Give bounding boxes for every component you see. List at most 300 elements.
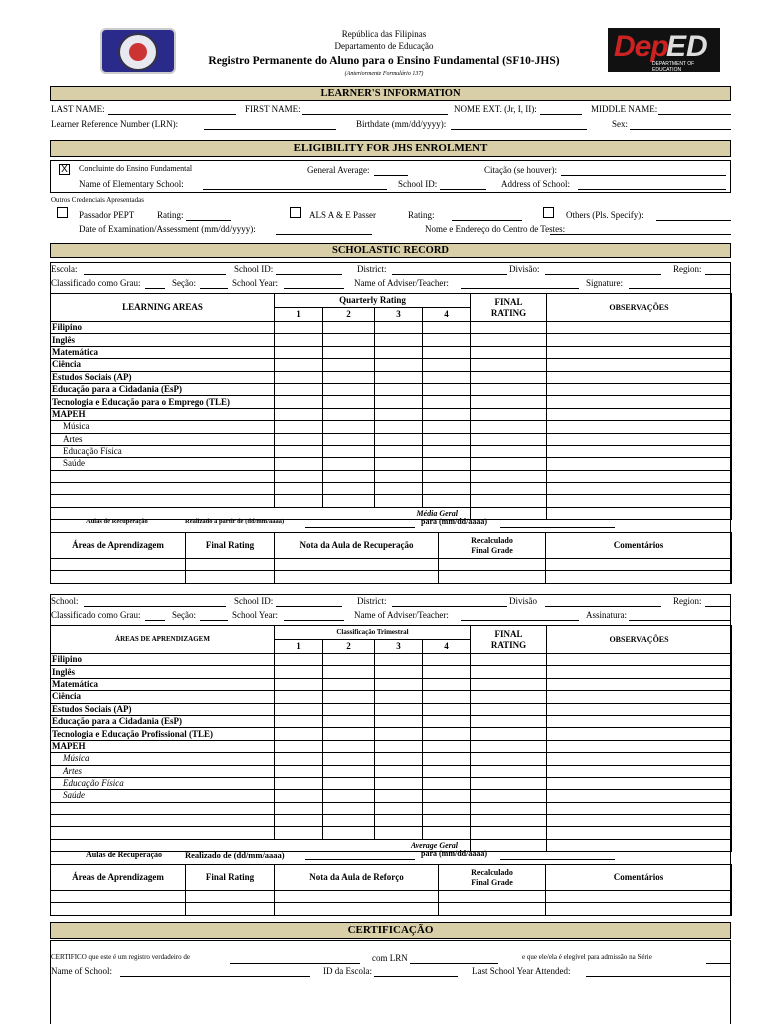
als-checkbox[interactable] [290, 207, 301, 218]
grade-cell[interactable] [471, 666, 547, 678]
grade-cell[interactable] [275, 470, 323, 482]
grade-cell[interactable] [547, 691, 732, 703]
grade-cell[interactable] [471, 678, 547, 690]
pept-rating-field[interactable] [186, 220, 231, 221]
last-name-field[interactable] [108, 114, 236, 115]
subject-name: Tecnologia e Educação para o Emprego (TLE) [51, 396, 275, 408]
grade-cell[interactable] [375, 715, 423, 727]
grade-cell[interactable] [423, 703, 471, 715]
grade-cell[interactable] [275, 715, 323, 727]
grade-cell[interactable] [275, 421, 323, 433]
grade-cell[interactable] [471, 703, 547, 715]
remedial-cell[interactable] [186, 571, 275, 583]
elem-school-id-field[interactable] [440, 189, 486, 190]
grade-cell[interactable] [547, 346, 732, 358]
cert-school-id-field[interactable] [374, 976, 458, 977]
grade-field[interactable] [145, 288, 165, 289]
adviser-field[interactable] [461, 288, 579, 289]
birthdate-field[interactable] [451, 129, 587, 130]
conducted-to-field[interactable] [500, 527, 615, 528]
remedial-cell[interactable] [186, 891, 275, 903]
grade-cell[interactable] [423, 654, 471, 666]
school-field[interactable] [84, 606, 226, 607]
grade-cell[interactable] [375, 445, 423, 457]
grade-cell[interactable] [375, 827, 423, 839]
grade-cell[interactable] [323, 371, 375, 383]
learning-areas-header: LEARNING AREAS [51, 294, 275, 322]
grade-cell[interactable] [375, 383, 423, 395]
adviser-field[interactable] [461, 620, 579, 621]
grade-cell[interactable] [547, 458, 732, 470]
grade-cell[interactable] [275, 483, 323, 495]
citation-label: Citação (se houver): [484, 165, 557, 175]
subject-name: Ciência [51, 359, 275, 371]
rem-remarks-header: Comentários [546, 533, 732, 559]
grade-cell[interactable] [323, 322, 375, 334]
signature-field[interactable] [629, 620, 731, 621]
table-row [51, 740, 732, 752]
section-field[interactable] [200, 288, 228, 289]
grade-cell[interactable] [471, 334, 547, 346]
remedial-cell[interactable] [439, 891, 546, 903]
section-field[interactable] [200, 620, 228, 621]
lrn-field[interactable] [204, 129, 336, 130]
grade-cell[interactable] [471, 495, 547, 507]
grade-cell[interactable] [423, 334, 471, 346]
grade-cell[interactable] [423, 359, 471, 371]
grade-cell[interactable] [423, 445, 471, 457]
grade-cell[interactable] [323, 445, 375, 457]
grade-cell[interactable] [375, 470, 423, 482]
remedial-cell[interactable] [275, 903, 439, 915]
grade-cell[interactable] [375, 790, 423, 802]
grade-cell[interactable] [547, 322, 732, 334]
grade-field[interactable] [145, 620, 165, 621]
region-field[interactable] [705, 274, 731, 275]
grade-cell[interactable] [547, 753, 732, 765]
quarter-3-header: 3 [375, 308, 423, 322]
conducted-from-field[interactable] [305, 527, 415, 528]
grade-cell[interactable] [547, 802, 732, 814]
grade-cell[interactable] [375, 334, 423, 346]
grade-cell[interactable] [323, 815, 375, 827]
grade-cell[interactable] [471, 359, 547, 371]
grade-cell[interactable] [275, 458, 323, 470]
grade-cell[interactable] [375, 815, 423, 827]
name-ext-field[interactable] [540, 114, 582, 115]
remedial-cell[interactable] [546, 891, 732, 903]
general-average-remarks[interactable] [547, 839, 732, 851]
rem-recomp-header [439, 533, 546, 559]
table-row [51, 445, 732, 457]
table-row [51, 396, 732, 408]
grade-cell[interactable] [323, 359, 375, 371]
grade-cell[interactable] [471, 790, 547, 802]
grade-cell[interactable] [471, 396, 547, 408]
grade-cell[interactable] [323, 802, 375, 814]
grade-cell[interactable] [323, 827, 375, 839]
grade-cell[interactable] [423, 383, 471, 395]
grade-cell[interactable] [275, 728, 323, 740]
grade-cell[interactable] [423, 371, 471, 383]
grade-cell[interactable] [471, 802, 547, 814]
blank-subject[interactable] [51, 470, 275, 482]
grade-cell[interactable] [323, 433, 375, 445]
exam-date-field[interactable] [276, 234, 372, 235]
school-label: School: [51, 596, 79, 606]
grade-cell[interactable] [375, 371, 423, 383]
subject-name: MAPEH [51, 740, 275, 752]
others-field[interactable] [656, 220, 731, 221]
to-label: para (mm/dd/aaaa) [421, 517, 487, 526]
school-year-field[interactable] [284, 288, 344, 289]
grade-cell[interactable] [547, 703, 732, 715]
grade-cell[interactable] [423, 802, 471, 814]
grade-cell[interactable] [275, 753, 323, 765]
quarter-3-header: 3 [375, 640, 423, 654]
grade-cell[interactable] [547, 728, 732, 740]
grade-cell[interactable] [323, 678, 375, 690]
remedial-cell[interactable] [275, 571, 439, 583]
grade-cell[interactable] [547, 483, 732, 495]
school-year-field[interactable] [284, 620, 344, 621]
grade-cell[interactable] [547, 408, 732, 420]
grade-cell[interactable] [323, 421, 375, 433]
grade-cell[interactable] [471, 765, 547, 777]
quarterly-rating-header: Classificação Trimestral [275, 626, 471, 640]
table-row [51, 715, 732, 727]
last-sy-field[interactable] [586, 976, 731, 977]
grade-cell[interactable] [375, 666, 423, 678]
grade-cell[interactable] [423, 396, 471, 408]
grade-cell[interactable] [375, 691, 423, 703]
table-row [51, 827, 732, 839]
grade-cell[interactable] [323, 753, 375, 765]
completer-checkbox[interactable]: X [59, 164, 70, 175]
remedial-cell[interactable] [546, 571, 732, 583]
grade-cell[interactable] [471, 421, 547, 433]
others-checkbox[interactable] [543, 207, 554, 218]
grade-cell[interactable] [375, 654, 423, 666]
als-rating-field[interactable] [452, 220, 522, 221]
certify-grade-field[interactable] [706, 963, 731, 964]
grade-cell[interactable] [323, 396, 375, 408]
grade-cell[interactable] [275, 396, 323, 408]
grade-cell[interactable] [275, 445, 323, 457]
grade-cell[interactable] [375, 322, 423, 334]
grade-cell[interactable] [275, 359, 323, 371]
grade-cell[interactable] [323, 334, 375, 346]
sex-field[interactable] [630, 129, 731, 130]
grade-cell[interactable] [471, 654, 547, 666]
grade-cell[interactable] [471, 458, 547, 470]
conducted-from-field[interactable] [305, 859, 415, 860]
adviser-label: Name of Adviser/Teacher: [354, 610, 449, 620]
grade-cell[interactable] [275, 765, 323, 777]
grade-cell[interactable] [547, 371, 732, 383]
grade-cell[interactable] [323, 691, 375, 703]
grade-cell[interactable] [375, 802, 423, 814]
grade-cell[interactable] [547, 765, 732, 777]
grade-cell[interactable] [275, 408, 323, 420]
final-rating-label: FINAL [494, 628, 523, 639]
remedial-cell[interactable] [275, 559, 439, 571]
grade-cell[interactable] [547, 654, 732, 666]
grade-cell[interactable] [375, 777, 423, 789]
table-row [51, 691, 732, 703]
grade-cell[interactable] [547, 470, 732, 482]
division-field[interactable] [545, 606, 661, 607]
remedial-cell[interactable] [275, 891, 439, 903]
grade-cell[interactable] [323, 483, 375, 495]
remedial-cell[interactable] [439, 559, 546, 571]
grade-cell[interactable] [423, 753, 471, 765]
grade-cell[interactable] [547, 383, 732, 395]
grade-cell[interactable] [471, 827, 547, 839]
header-department: Departamento de Educação [334, 41, 434, 51]
grade-cell[interactable] [471, 408, 547, 420]
division-field[interactable] [545, 274, 661, 275]
table-row [51, 433, 732, 445]
grade-cell[interactable] [423, 495, 471, 507]
remedial-cell[interactable] [51, 571, 186, 583]
grade-cell[interactable] [471, 740, 547, 752]
grade-cell[interactable] [423, 691, 471, 703]
quarter-1-header: 1 [275, 308, 323, 322]
grade-cell[interactable] [547, 715, 732, 727]
grade-cell[interactable] [423, 715, 471, 727]
grade-cell[interactable] [423, 408, 471, 420]
conducted-to-field[interactable] [500, 859, 615, 860]
grade-cell[interactable] [375, 408, 423, 420]
grade-cell[interactable] [375, 359, 423, 371]
grade-cell[interactable] [547, 790, 732, 802]
grade-cell[interactable] [471, 728, 547, 740]
mapeh-subject-name: Artes [51, 765, 275, 777]
grade-cell[interactable] [275, 334, 323, 346]
grade-cell[interactable] [547, 445, 732, 457]
grade-cell[interactable] [275, 802, 323, 814]
remedial-cell[interactable] [439, 571, 546, 583]
grade-cell[interactable] [471, 483, 547, 495]
grade-cell[interactable] [323, 346, 375, 358]
grade-cell[interactable] [275, 740, 323, 752]
district-field[interactable] [392, 606, 507, 607]
grade-cell[interactable] [375, 740, 423, 752]
grade-cell[interactable] [275, 777, 323, 789]
grade-cell[interactable] [323, 458, 375, 470]
grade-cell[interactable] [547, 827, 732, 839]
grade-cell[interactable] [423, 346, 471, 358]
grade-cell[interactable] [375, 703, 423, 715]
first-name-field[interactable] [302, 114, 448, 115]
grade-cell[interactable] [375, 346, 423, 358]
grade-cell[interactable] [323, 383, 375, 395]
pept-checkbox[interactable] [57, 207, 68, 218]
grade-cell[interactable] [275, 371, 323, 383]
grade-cell[interactable] [423, 666, 471, 678]
blank-subject[interactable] [51, 483, 275, 495]
grade-cell[interactable] [547, 359, 732, 371]
grade-cell[interactable] [471, 445, 547, 457]
grade-cell[interactable] [423, 458, 471, 470]
remedial-cell[interactable] [439, 903, 546, 915]
subject-name: MAPEH [51, 408, 275, 420]
birthdate-label: Birthdate (mm/dd/yyyy): [356, 119, 447, 129]
remedial-label: Aulas de Recuperação [86, 850, 162, 859]
grade-cell[interactable] [275, 790, 323, 802]
grade-cell[interactable] [547, 396, 732, 408]
subject-name: Tecnologia e Educação Profissional (TLE) [51, 728, 275, 740]
grade-cell[interactable] [547, 815, 732, 827]
rem-mark-header: Nota da Aula de Reforço [275, 865, 439, 891]
grade-cell[interactable] [275, 383, 323, 395]
grade-cell[interactable] [547, 495, 732, 507]
grade-cell[interactable] [471, 470, 547, 482]
grade-cell[interactable] [323, 740, 375, 752]
grade-cell[interactable] [471, 753, 547, 765]
mapeh-subject-name: Saúde [51, 790, 275, 802]
middle-name-field[interactable] [658, 114, 731, 115]
grade-cell[interactable] [375, 458, 423, 470]
general-average-field[interactable] [374, 175, 408, 176]
grade-cell[interactable] [275, 666, 323, 678]
grade-cell[interactable] [423, 433, 471, 445]
grade-cell[interactable] [375, 728, 423, 740]
quarterly-rating-header: Quarterly Rating [275, 294, 471, 308]
grade-cell[interactable] [423, 777, 471, 789]
to-label: para (mm/dd/aaaa) [421, 849, 487, 858]
grade-cell[interactable] [375, 495, 423, 507]
grade-cell[interactable] [275, 346, 323, 358]
grade-cell[interactable] [471, 433, 547, 445]
grade-cell[interactable] [323, 777, 375, 789]
grade-cell[interactable] [323, 408, 375, 420]
grade-cell[interactable] [275, 678, 323, 690]
grade-cell[interactable] [471, 715, 547, 727]
remedial-cell[interactable] [186, 559, 275, 571]
mapeh-subject-name: Educação Física [51, 445, 275, 457]
grade-cell[interactable] [375, 483, 423, 495]
grade-cell[interactable] [471, 383, 547, 395]
grade-cell[interactable] [547, 421, 732, 433]
grade-cell[interactable] [375, 765, 423, 777]
signature-field[interactable] [629, 288, 731, 289]
remedial-cell[interactable] [51, 891, 186, 903]
grade-cell[interactable] [547, 433, 732, 445]
grade-cell[interactable] [471, 371, 547, 383]
grade-cell[interactable] [423, 728, 471, 740]
school-address-field[interactable] [578, 189, 726, 190]
grade-cell[interactable] [471, 777, 547, 789]
grade-cell[interactable] [375, 678, 423, 690]
grade-cell[interactable] [547, 666, 732, 678]
grade-cell[interactable] [323, 666, 375, 678]
region-label: Region: [673, 596, 702, 606]
grade-cell[interactable] [275, 654, 323, 666]
blank-subject[interactable] [51, 802, 275, 814]
grade-cell[interactable] [423, 421, 471, 433]
elem-school-field[interactable] [203, 189, 387, 190]
grade-cell[interactable] [323, 470, 375, 482]
grade-cell[interactable] [323, 703, 375, 715]
grade-cell[interactable] [375, 433, 423, 445]
grade-cell[interactable] [275, 433, 323, 445]
grade-cell[interactable] [275, 703, 323, 715]
grade-cell[interactable] [547, 740, 732, 752]
grade-cell[interactable] [471, 691, 547, 703]
grade-cell[interactable] [423, 765, 471, 777]
grade-cell[interactable] [423, 827, 471, 839]
grade-cell[interactable] [275, 827, 323, 839]
rem-recomp-label: Recalculado [471, 867, 513, 877]
school-id-field[interactable] [276, 274, 342, 275]
grade-cell[interactable] [423, 790, 471, 802]
school-id-field[interactable] [276, 606, 342, 607]
grade-cell[interactable] [471, 322, 547, 334]
remedial-cell[interactable] [51, 559, 186, 571]
grade-label: Classificado como Grau: [51, 610, 141, 620]
grade-cell[interactable] [275, 691, 323, 703]
grade-cell[interactable] [275, 815, 323, 827]
grade-cell[interactable] [423, 483, 471, 495]
grade-cell[interactable] [423, 322, 471, 334]
citation-field[interactable] [561, 175, 726, 176]
remedial-cell[interactable] [546, 559, 732, 571]
grade-cell[interactable] [323, 495, 375, 507]
grade-cell[interactable] [423, 740, 471, 752]
certify-name-field[interactable] [230, 963, 360, 964]
blank-subject[interactable] [51, 827, 275, 839]
blank-subject[interactable] [51, 815, 275, 827]
grade-cell[interactable] [323, 654, 375, 666]
remedial-cell[interactable] [546, 903, 732, 915]
grade-cell[interactable] [423, 678, 471, 690]
grade-cell[interactable] [323, 715, 375, 727]
table-row [51, 654, 732, 666]
general-average-remarks[interactable] [547, 507, 732, 519]
school-field[interactable] [84, 274, 226, 275]
with-lrn-label: com LRN [372, 953, 408, 963]
blank-subject[interactable] [51, 495, 275, 507]
grade-cell[interactable] [423, 815, 471, 827]
grade-cell[interactable] [375, 753, 423, 765]
grade-cell[interactable] [547, 334, 732, 346]
certify-lrn-field[interactable] [410, 963, 498, 964]
grade-cell[interactable] [275, 495, 323, 507]
grade-cell[interactable] [375, 396, 423, 408]
grade-cell[interactable] [323, 728, 375, 740]
remedial-cell[interactable] [186, 903, 275, 915]
grade-cell[interactable] [323, 765, 375, 777]
grade-cell[interactable] [547, 678, 732, 690]
region-field[interactable] [705, 606, 731, 607]
grade-cell[interactable] [275, 322, 323, 334]
signature-label: Signature: [586, 278, 623, 288]
grade-cell[interactable] [547, 777, 732, 789]
district-label: District: [357, 596, 387, 606]
grade-cell[interactable] [471, 346, 547, 358]
grade-cell[interactable] [323, 790, 375, 802]
subject-name: Estudos Sociais (AP) [51, 703, 275, 715]
grade-cell[interactable] [375, 421, 423, 433]
grade-cell[interactable] [471, 815, 547, 827]
grade-cell[interactable] [423, 470, 471, 482]
remedial-cell[interactable] [51, 903, 186, 915]
district-field[interactable] [392, 274, 507, 275]
testing-center-field[interactable] [550, 234, 731, 235]
cert-school-name-field[interactable] [120, 976, 310, 977]
